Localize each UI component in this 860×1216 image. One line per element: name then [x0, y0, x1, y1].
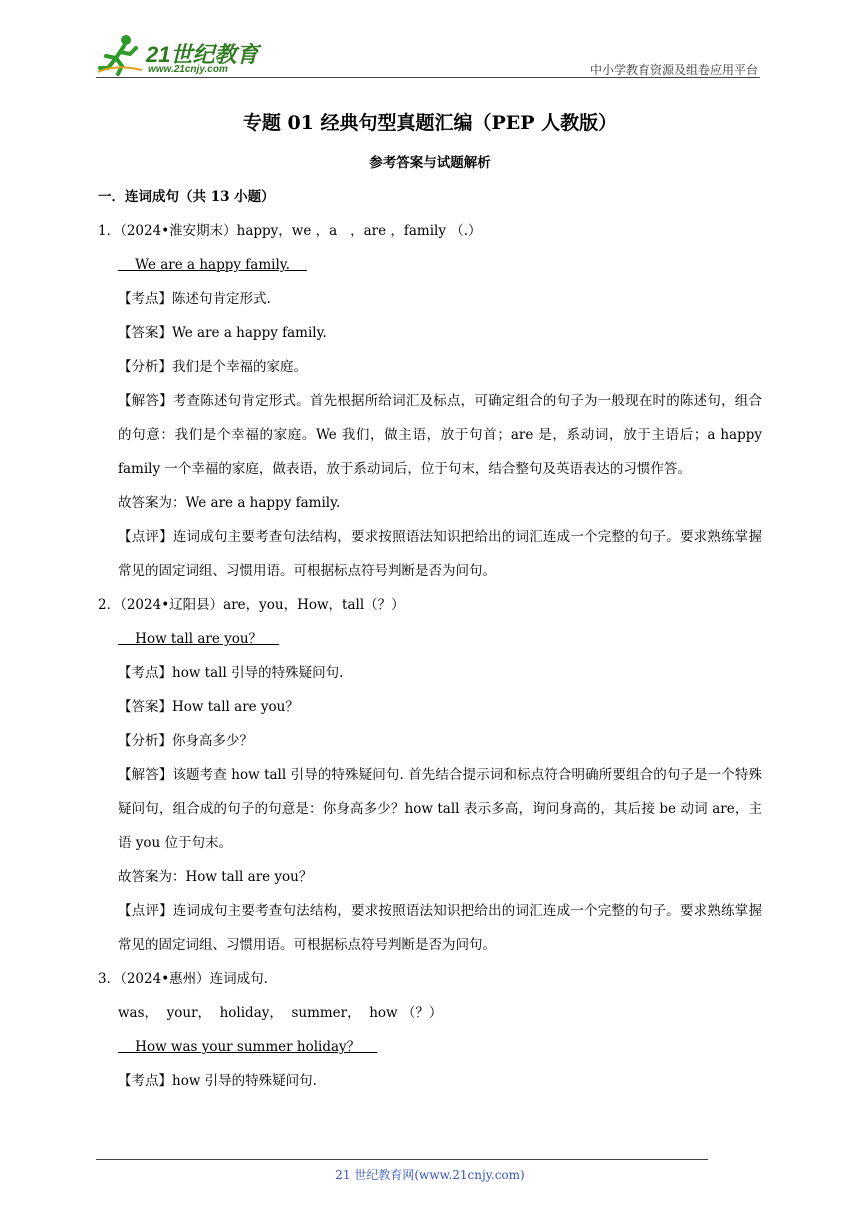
footer-divider	[96, 1159, 708, 1160]
word-list: was， your， holiday， summer， how （？）	[118, 1005, 443, 1021]
page-subtitle: 参考答案与试题解析	[369, 155, 491, 171]
point-line: 【考点】陈述句肯定形式.	[118, 291, 271, 307]
answer-text: 【答案】We are a happy family.	[118, 325, 327, 341]
final-answer: 故答案为：We are a happy family.	[118, 495, 341, 511]
footer-link[interactable]: 21 世纪教育网(www.21cnjy.com)	[335, 1168, 525, 1182]
platform-label: 中小学教育资源及组卷应用平台	[589, 63, 758, 77]
answer-line: We are a happy family.	[118, 257, 308, 273]
question-prompt: 3．（2024•惠州）连词成句.	[98, 971, 268, 987]
question-prompt: 2．（2024•辽阳县）are，you，How，tall（？）	[98, 597, 405, 613]
page-header	[96, 28, 760, 80]
final-answer: 故答案为：How tall are you？	[118, 869, 313, 885]
answer-line: How was your summer holiday？	[118, 1039, 378, 1055]
comment-text: 【点评】连词成句主要考查句法结构，要求按照语法知识把给出的词汇连成一个完整的句子。要求熟练掌握常见的固定词组、习惯用语。可根据标点符号判断是否为问句。	[118, 529, 762, 579]
page-title: 专题 01 经典句型真题汇编（PEP 人教版）	[242, 112, 618, 134]
question-prompt: 1．（2024•淮安期末）happy，we ，a ，are ，family （.）	[98, 223, 482, 239]
point-line: 【考点】how tall 引导的特殊疑问句.	[118, 665, 344, 681]
solution-text: 【解答】考查陈述句肯定形式。首先根据所给词汇及标点，可确定组合的句子为一般现在时的陈述句，组合的句意：我们是个幸福的家庭。We 我们，做主语，放于句首；are 是，系动词，放于主语后；a happy family 一个幸福的家庭，做表语，放于系动词后，位于句末，结合整句及英语表达的习惯作答。	[118, 393, 762, 477]
header-divider	[96, 77, 760, 78]
logo	[96, 32, 276, 76]
answer-line: How tall are you？	[118, 631, 280, 647]
runner-logo-icon	[96, 32, 146, 76]
analysis-text: 【分析】你身高多少？	[118, 733, 253, 749]
analysis-text: 【分析】我们是个幸福的家庭。	[118, 359, 307, 375]
point-line: 【考点】how 引导的特殊疑问句.	[118, 1073, 317, 1089]
logo-name: 21世纪教育	[146, 42, 259, 67]
answer-text: 【答案】How tall are you？	[118, 699, 299, 715]
solution-text: 【解答】该题考查 how tall 引导的特殊疑问句. 首先结合提示词和标点符合明确所要组合的句子是一个特殊疑问句，组合成的句子的句意是：你身高多少？how tall 表示多高，询问身高的，其后接 be 动词 are，主语 you 位于句末。	[118, 767, 762, 851]
logo-url: www.21cnjy.com	[148, 64, 228, 75]
section-heading: 一．连词成句（共 13 小题）	[98, 189, 275, 205]
comment-text: 【点评】连词成句主要考查句法结构，要求按照语法知识把给出的词汇连成一个完整的句子。要求熟练掌握常见的固定词组、习惯用语。可根据标点符号判断是否为问句。	[118, 903, 762, 953]
document-body	[98, 180, 762, 1098]
